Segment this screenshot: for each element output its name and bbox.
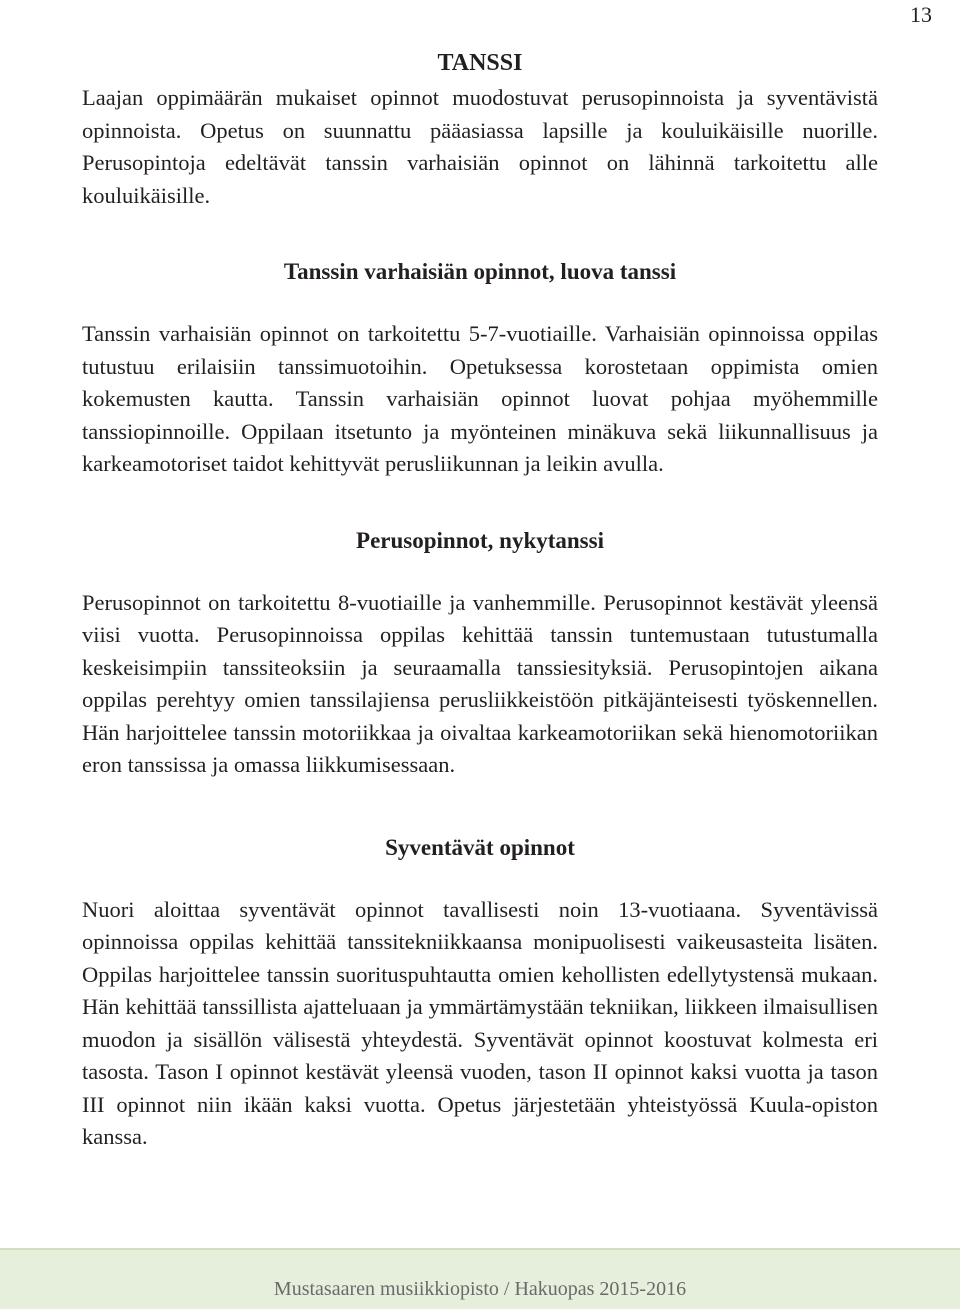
section-heading-early-childhood: Tanssin varhaisiän opinnot, luova tanssi: [283, 259, 677, 284]
section-heading-advanced-studies: Syventävät opinnot: [385, 834, 575, 860]
section-text-basic-studies: Perusopinnot on tarkoitettu 8-vuotiaille ja vanhemmille. Perusopinnot kestävät yleensä viisi vuotta. Perusopinnoissa oppilas kehittää tanssin tuntemustaan tutustumalla keskeisimpiin tanssiteoksiin ja seuraamalla tanssiesityksiä. Perusopintojen aikana oppilas perehtyy omien tanssilajiensa perusliikkeistöön pitkäjänteisesti työskennellen. Hän harjoittelee tanssin motoriikkaa ja oivaltaa karkeamotoriikan sekä hienomotoriikan eron tanssissa ja omassa liikkumisessaan.: [82, 589, 878, 777]
section-heading-basic-studies: Perusopinnot, nykytanssi: [356, 527, 604, 553]
section-text-advanced-studies: Nuori aloittaa syventävät opinnot tavallisesti noin 13-vuotiaana. Syventävissä opinnoissa oppilas kehittää tanssitekniikkaansa monipuolisesti vaikeusasteita lisäten. Oppilas harjoittelee tanssin suorituspuhtautta omien kehollisten edellytystensä mukaan. Hän kehittää tanssillista ajatteluaan ja ymmärtämystään tekniikan, liikkeen ilmaisullisen muodon ja sisällön välisestä yhteydestä. Syventävät opinnot koostuvat kolmesta eri tasosta. Tason I opinnot kestävät yleensä vuoden, tason II opinnot kaksi vuotta ja tason III opinnot niin ikään kaksi vuotta. Opetus järjestetään yhteistyössä Kuula-opiston kanssa.: [82, 896, 878, 1149]
page-content: [82, 48, 878, 1154]
footer-text: Mustasaaren musiikkiopisto / Hakuopas 2015-2016: [273, 1278, 687, 1300]
page-number: 13: [910, 2, 932, 27]
intro-paragraph: Laajan oppimäärän mukaiset opinnot muodostuvat perusopinnoista ja syventävistä opinnoista. Opetus on suunnattu pääasiassa lapsille ja kouluikäisille nuorille. Perusopintoja edeltävät tanssin varhaisiän opinnot on lähinnä tarkoitettu alle kouluikäisille.: [82, 85, 878, 208]
page-title: TANSSI: [437, 50, 523, 76]
page-footer: [0, 1248, 960, 1309]
section-text-early-childhood: Tanssin varhaisiän opinnot on tarkoitettu 5-7-vuotiaille. Varhaisiän opinnoissa oppilas tutustuu erilaisiin tanssimuotoihin. Opetuksessa korostetaan oppimista omien kokemusten kautta. Tanssin varhaisiän opinnot luovat pohjaa myöhemmille tanssiopinnoille. Oppilaan itsetunto ja myönteinen minäkuva sekä liikunnallisuus ja karkeamotoriset taidot kehittyvät perusliikunnan ja leikin avulla.: [82, 321, 878, 476]
